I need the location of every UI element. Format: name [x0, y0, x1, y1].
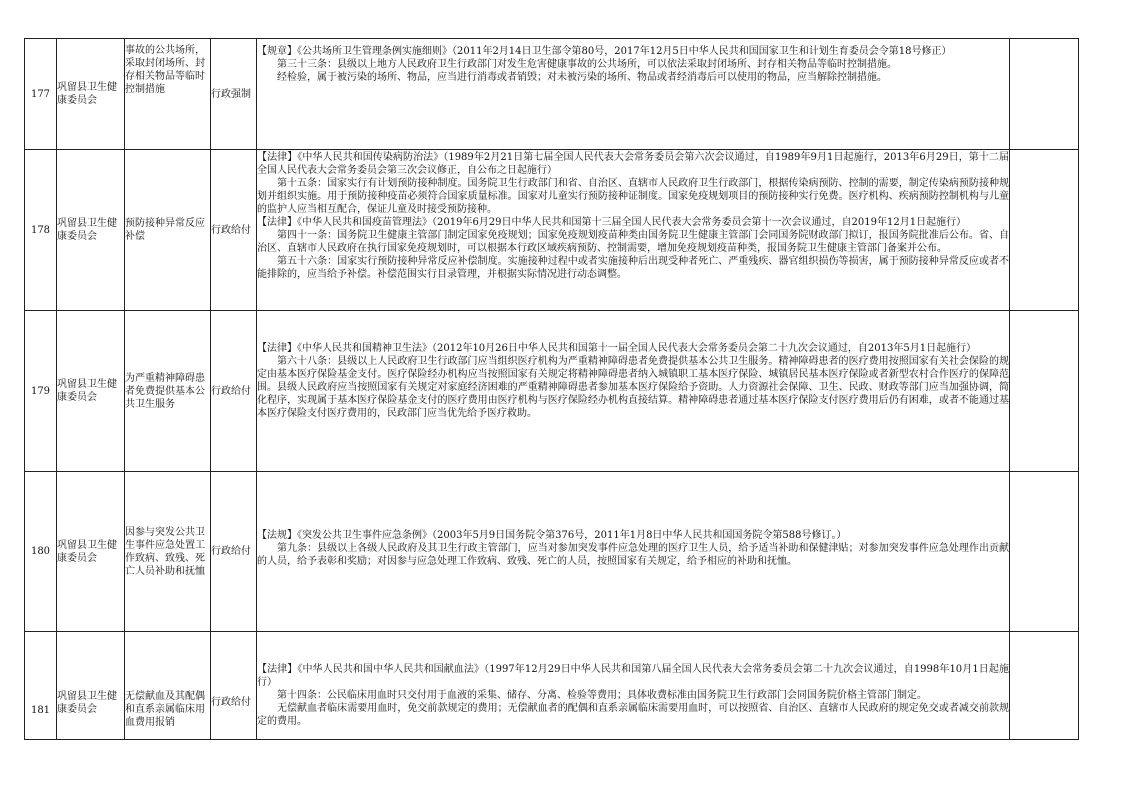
- table-row: [25, 150, 1079, 311]
- legal-basis-cell: [257, 632, 1010, 740]
- legal-basis-cell: [257, 39, 1010, 150]
- table-row: [25, 472, 1079, 632]
- article-paragraph: 第六十八条：县级以上人民政府卫生行政部门应当组织医疗机构为严重精神障碍患者免费提供基本公共卫生服务。精神障碍患者的医疗费用按照国家有关社会保险的规定由基本医疗保险基金支付。医疗保险经办机构应当按照国家有关规定将精神障碍患者纳入城镇职工基本医疗保险、城镇居民基本医疗保险或者新型农村合作医疗的保障范围。县级人民政府应当按照国家有关规定对家庭经济困难的严重精神障碍患者参加基本医疗保险给予资助。人力资源社会保障、卫生、民政、财政等部门应当加强协调，简化程序，实现属于基本医疗保险基金支付的医疗费用由医疗机构与医疗保险经办机构直接结算。精神障碍患者通过基本医疗保险支付医疗费用后仍有困难，或者不能通过基本医疗保险支付医疗费用的，民政部门应当优先给予医疗救助。: [257, 355, 1009, 419]
- item-type-cell: 行政给付: [211, 632, 257, 740]
- law-citation: 【法律】《中华人民共和国疫苗管理法》（2019年6月29日中华人民共和国第十三届全国人民代表大会常务委员会第十一次会议通过，自2019年12月1日起施行）: [257, 216, 967, 228]
- row-number: 178: [25, 150, 57, 311]
- regulation-table: [24, 38, 1079, 740]
- legal-basis-cell: [257, 150, 1010, 311]
- department-cell: 巩留县卫生健康委员会: [57, 311, 125, 472]
- department-cell: 巩留县卫生健康委员会: [57, 472, 125, 632]
- item-type-cell: 行政给付: [211, 472, 257, 632]
- article-paragraph: 经检验，属于被污染的场所、物品，应当进行消毒或者销毁；对未被污染的场所、物品或者经消毒后可以使用的物品，应当解除控制措施。: [277, 72, 887, 83]
- remarks-cell: [1010, 311, 1079, 472]
- item-name-cell: 因参与突发公共卫生事件应急处置工作致病、致残、死亡人员补助和抚恤: [125, 472, 211, 632]
- remarks-cell: [1010, 39, 1079, 150]
- article-paragraph: 第三十三条：县级以上地方人民政府卫生行政部门对发生危害健康事故的公共场所，可以依法采取封闭场所、封存相关物品等临时控制措施。: [277, 59, 897, 70]
- law-citation: 【法规】《突发公共卫生事件应急条例》（2003年5月9日国务院令第376号，2011年1月8日中华人民共和国国务院令第588号修订。）: [257, 529, 847, 541]
- item-name-cell: 事故的公共场所，采取封闭场所、封存相关物品等临时控制措施: [125, 39, 211, 150]
- department-cell: 巩留县卫生健康委员会: [57, 39, 125, 150]
- row-number: 179: [25, 311, 57, 472]
- item-type-cell: 行政强制: [211, 39, 257, 150]
- table-row: [25, 39, 1079, 150]
- legal-basis-cell: [257, 472, 1010, 632]
- article-paragraph: 第五十六条：国家实行预防接种异常反应补偿制度。实施接种过程中或者实施接种后出现受种者死亡、严重残疾、器官组织损伤等损害，属于预防接种异常反应或者不能排除的，应当给予补偿。补偿范围实行目录管理，并根据实际情况进行动态调整。: [257, 255, 1009, 280]
- remarks-cell: [1010, 632, 1079, 740]
- item-type-cell: 行政给付: [211, 311, 257, 472]
- item-name-cell: 预防接种异常反应补偿: [125, 150, 211, 311]
- item-type-cell: 行政给付: [211, 150, 257, 311]
- article-paragraph: 第九条：县级以上各级人民政府及其卫生行政主管部门，应当对参加突发事件应急处理的医疗卫生人员，给予适当补助和保健津贴；对参加突发事件应急处理作出贡献的人员，给予表彰和奖励；对因参与应急处理工作致病、致残、死亡的人员，按照国家有关规定，给予相应的补助和抚恤。: [257, 542, 1009, 567]
- remarks-cell: [1010, 150, 1079, 311]
- row-number: 181: [25, 632, 57, 740]
- item-name-cell: 无偿献血及其配偶和直系亲属临床用血费用报销: [125, 632, 211, 740]
- department-cell: 巩留县卫生健康委员会: [57, 632, 125, 740]
- law-citation: 【法律】《中华人民共和国传染病防治法》（1989年2月21日第七届全国人民代表大会常务委员会第六次会议通过，自1989年9月1日起施行，2013年6月29日，第十二届全国人民代表大会常务委员会第三次会议修正，自公布之日起施行）: [257, 151, 1009, 176]
- table-row: [25, 632, 1079, 740]
- article-paragraph: 第四十一条：国务院卫生健康主管部门制定国家免疫规划；国家免疫规划疫苗种类由国务院卫生健康主管部门会同国务院财政部门拟订，报国务院批准后公布。省、自治区、直辖市人民政府在执行国家免疫规划时，可以根据本行政区域疾病预防、控制需要，增加免疫规划疫苗种类，报国务院卫生健康主管部门备案并公布。: [257, 229, 1009, 254]
- article-paragraph: 第十五条：国家实行有计划预防接种制度。国务院卫生行政部门和省、自治区、直辖市人民政府卫生行政部门，根据传染病预防、控制的需要，制定传染病预防接种规划并组织实施。用于预防接种疫苗必须符合国家质量标准。国家对儿童实行预防接种证制度。国家免疫规划项目的预防接种实行免费。医疗机构、疾病预防控制机构与儿童的监护人应当相互配合，保证儿童及时接受预防接种。: [257, 177, 1009, 215]
- department-cell: 巩留县卫生健康委员会: [57, 150, 125, 311]
- row-number: 177: [25, 39, 57, 150]
- table-row: [25, 311, 1079, 472]
- article-paragraph: 第十四条：公民临床用血时只交付用于血液的采集、储存、分离、检验等费用；具体收费标准由国务院卫生行政部门会同国务院价格主管部门制定。: [277, 689, 927, 701]
- remarks-cell: [1010, 472, 1079, 632]
- law-citation: 【规章】《公共场所卫生管理条例实施细则》（2011年2月14日卫生部令第80号，2017年12月5日中华人民共和国国家卫生和计划生育委员会令第18号修正）: [257, 46, 952, 57]
- law-citation: 【法律】《中华人民共和国中华人民共和国献血法》（1997年12月29日中华人民共和国第八届全国人民代表大会常务委员会第二十九次会议通过，自1998年10月1日起施行）: [257, 663, 1009, 688]
- row-number: 180: [25, 472, 57, 632]
- item-name-cell: 为严重精神障碍患者免费提供基本公共卫生服务: [125, 311, 211, 472]
- law-citation: 【法律】《中华人民共和国精神卫生法》（2012年10月26日中华人民共和国第十一届全国人民代表大会常务委员会第二十九次会议通过，自2013年5月1日起施行）: [257, 342, 977, 354]
- article-paragraph: 无偿献血者临床需要用血时，免交前款规定的费用；无偿献血者的配偶和直系亲属临床需要用血时，可以按照省、自治区、直辖市人民政府的规定免交或者减交前款规定的费用。: [257, 702, 1009, 727]
- legal-basis-cell: [257, 311, 1010, 472]
